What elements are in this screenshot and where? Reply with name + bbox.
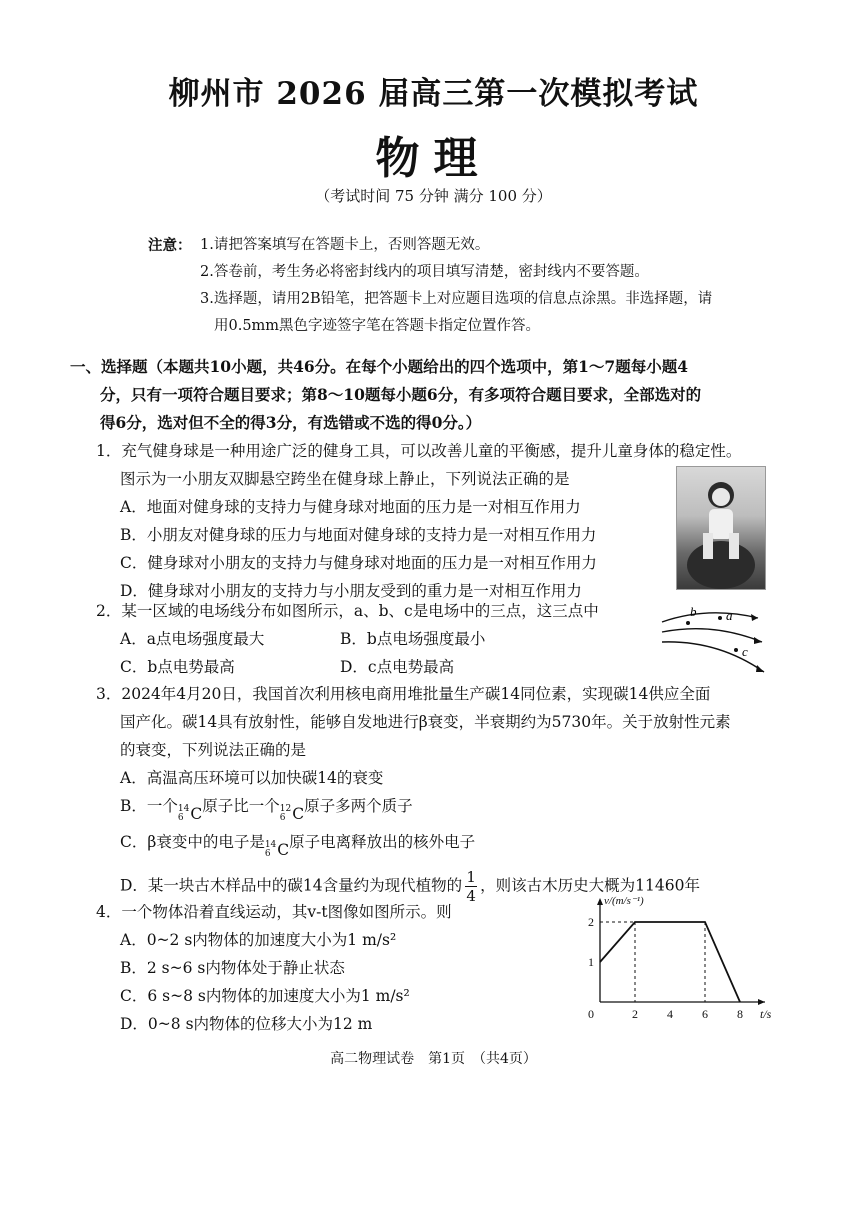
nuclide-c14 xyxy=(178,800,202,828)
y-tick-label: 1 xyxy=(588,955,594,969)
option-d: D．0~8 s内物体的位移大小为12 m xyxy=(120,1015,373,1033)
option-text: ，则该古木历史大概为11460年 xyxy=(480,876,700,895)
option-d: D．c点电势最高 xyxy=(340,658,455,676)
option-c: C．6 s~8 s内物体的加速度大小为1 m/s² xyxy=(120,987,410,1005)
option-text: C．β衰变中的电子是 xyxy=(120,833,265,851)
question-3 xyxy=(96,680,796,905)
arrowhead xyxy=(754,637,762,644)
electric-field-diagram xyxy=(658,600,768,680)
section-heading xyxy=(70,353,780,437)
option-text: D．某一块古木样品中的碳14含量约为现代植物的 xyxy=(120,876,463,895)
section-head-line: 得6分，选对但不全的得3分，有选错或不选的得0分。） xyxy=(100,413,482,432)
notes-block xyxy=(148,232,788,340)
section-head-line: 分，只有一项符合题目要求；第8～10题每小题6分，有多项符合题目要求，全部选对的 xyxy=(100,385,702,404)
option-text: B．一个 xyxy=(120,797,178,815)
label-a: a xyxy=(726,608,733,623)
y-axis-arrow xyxy=(597,898,603,905)
point-a xyxy=(718,616,722,620)
point-c xyxy=(734,648,738,652)
label-c: c xyxy=(742,644,748,659)
x-tick-label: 8 xyxy=(737,1007,743,1021)
question-stem: 的衰变，下列说法正确的是 xyxy=(120,741,307,759)
option-a: A．0~2 s内物体的加速度大小为1 m/s² xyxy=(120,931,397,949)
v-t-graph xyxy=(585,892,785,1022)
arrowhead xyxy=(751,614,758,621)
question-2 xyxy=(96,597,656,681)
arrowhead xyxy=(756,665,764,672)
question-stem: 4．一个物体沿着直线运动，其v-t图像如图所示。则 xyxy=(96,903,452,921)
field-line xyxy=(662,613,758,622)
x-tick-label: 4 xyxy=(667,1007,673,1021)
subject-title: 物理 xyxy=(375,133,492,184)
atomic-number: 6 xyxy=(279,813,286,823)
question-stem: 2．某一区域的电场线分布如图所示，a、b、c是电场中的三点，这三点中 xyxy=(96,602,599,620)
x-tick-label: 6 xyxy=(702,1007,708,1021)
child-on-ball-photo xyxy=(676,466,766,590)
denominator: 4 xyxy=(466,887,476,905)
option-a: A．a点电场强度最大 xyxy=(120,630,265,648)
option-b: B．小朋友对健身球的压力与地面对健身球的支持力是一对相互作用力 xyxy=(120,526,597,544)
question-stem: 国产化。碳14具有放射性，能够自发地进行β衰变，半衰期约为5730年。关于放射性元素 xyxy=(120,713,731,731)
nuclide-c14 xyxy=(265,836,289,864)
element-symbol: C xyxy=(277,841,290,859)
question-stem: 1．充气健身球是一种用途广泛的健身工具，可以改善儿童的平衡感，提升儿童身体的稳定性。 xyxy=(96,442,742,460)
option-a: A．高温高压环境可以加快碳14的衰变 xyxy=(120,769,384,787)
field-line xyxy=(662,629,762,642)
nuclide-c12 xyxy=(280,800,304,828)
question-stem: 3．2024年4月20日，我国首次利用核电商用堆批量生产碳14同位素，实现碳14供应全面 xyxy=(96,685,711,703)
option-text: 原子电离释放出的核外电子 xyxy=(289,833,476,851)
exam-title: 柳州市 2026 届高三第一次模拟考试 xyxy=(168,76,699,112)
option-b xyxy=(96,792,796,828)
element-symbol: C xyxy=(190,805,203,823)
option-d: D．健身球对小朋友的支持力与小朋友受到的重力是一对相互作用力 xyxy=(120,582,582,600)
y-tick-label: 2 xyxy=(588,915,594,929)
point-b xyxy=(686,621,690,625)
option-text: 原子多两个质子 xyxy=(304,797,413,815)
note-item: 3.选择题，请用2B铅笔，把答题卡上对应题目选项的信息点涂黑。非选择题，请 xyxy=(200,291,713,307)
exam-info: （考试时间 75 分钟 满分 100 分） xyxy=(315,187,552,205)
note-item: 用0.5mm黑色字迹签字笔在答题卡指定位置作答。 xyxy=(214,318,541,334)
note-item: 2.答卷前，考生务必将密封线内的项目填写清楚，密封线内不要答题。 xyxy=(200,264,649,280)
question-4 xyxy=(96,898,576,1038)
x-tick-label: 2 xyxy=(632,1007,638,1021)
x-tick-label: 0 xyxy=(588,1007,594,1021)
question-stem: 图示为一小朋友双脚悬空跨坐在健身球上静止，下列说法正确的是 xyxy=(120,470,570,488)
x-axis-arrow xyxy=(758,999,765,1005)
option-c xyxy=(96,828,796,864)
velocity-line xyxy=(600,922,740,1002)
option-b: B．2 s~6 s内物体处于静止状态 xyxy=(120,959,345,977)
element-symbol: C xyxy=(292,805,305,823)
options-row xyxy=(96,653,656,681)
page-footer: 高二物理试卷 第1页 （共4页） xyxy=(330,1051,537,1067)
x-axis-label: t/s xyxy=(760,1007,772,1021)
field-line xyxy=(662,642,764,672)
mass-number: 14 xyxy=(264,840,277,850)
section-head-line: 一、选择题（本题共10小题，共46分。在每个小题给出的四个选项中，第1～7题每小题4 xyxy=(70,357,688,376)
options-row xyxy=(96,625,656,653)
mass-number: 12 xyxy=(279,804,292,814)
label-b: b xyxy=(690,604,697,619)
atomic-number: 6 xyxy=(177,813,184,823)
option-a: A．地面对健身球的支持力与健身球对地面的压力是一对相互作用力 xyxy=(120,498,581,516)
notes-label: 注意： xyxy=(148,237,192,254)
numerator: 1 xyxy=(466,868,476,886)
mass-number: 14 xyxy=(177,804,190,814)
atomic-number: 6 xyxy=(264,849,271,859)
y-axis-label: v/(m/s⁻¹) xyxy=(604,895,644,907)
option-c: C．健身球对小朋友的支持力与健身球对地面的压力是一对相互作用力 xyxy=(120,554,597,572)
option-c: C．b点电势最高 xyxy=(120,658,235,676)
note-item: 1.请把答案填写在答题卡上，否则答题无效。 xyxy=(200,237,490,253)
option-text: 原子比一个 xyxy=(202,797,280,815)
option-b: B．b点电场强度最小 xyxy=(340,630,486,648)
